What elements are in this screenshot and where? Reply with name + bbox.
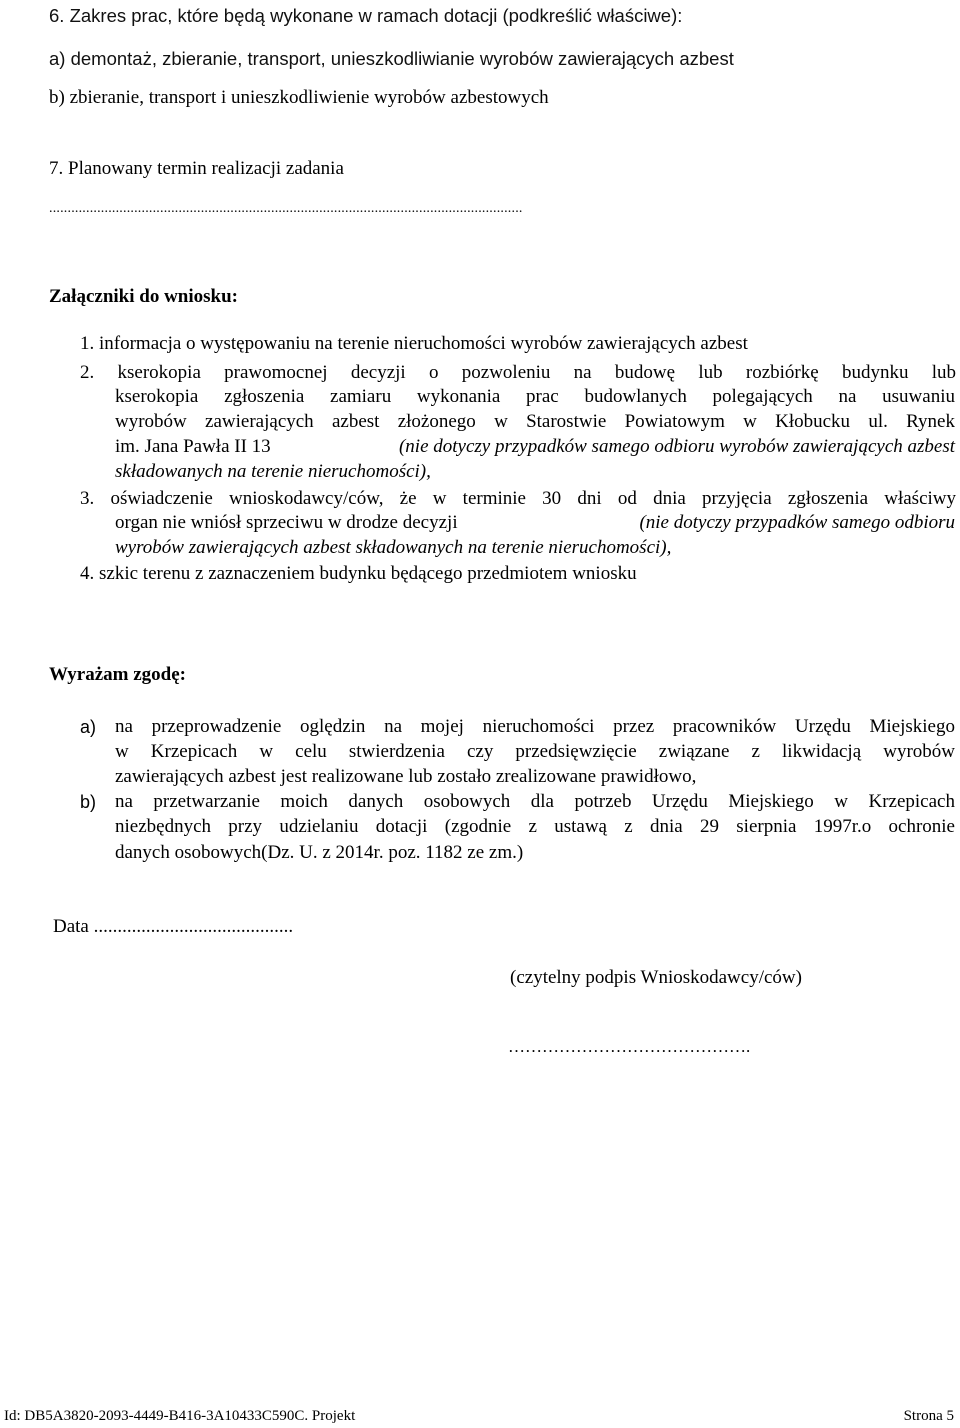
consent-a-line-1-wrap xyxy=(115,715,955,739)
section7-heading: 7. Planowany termin realizacji zadania xyxy=(49,158,344,179)
footer-document-id: Id: DB5A3820-2093-4449-B416-3A10433C590C. Projekt xyxy=(4,1408,356,1424)
signature-line: ……………………………………. xyxy=(508,1037,751,1056)
consent-b-line-2: niezbędnych przy udzielaniu dotacji (zgodnie z ustawą z dnia 29 sierpnia 1997r.o ochronie xyxy=(115,816,955,837)
section7-dots: ................................................................................................................................ xyxy=(49,201,523,216)
attachment-item-2-note-cont: składowanych na terenie nieruchomości), xyxy=(115,461,431,482)
attachment-item-2-note: (nie dotyczy przypadków samego odbioru wyrobów zawierających azbest xyxy=(398,436,955,457)
attachment-item-3-line-1: 3. oświadczenie wnioskodawcy/ców, że w terminie 30 dni od dnia przyjęcia zgłoszenia właściwy xyxy=(80,488,956,509)
attachment-item-3-text: organ nie wniósł sprzeciwu w drodze decyzji xyxy=(115,512,458,533)
attachment-item-2-line-3: wyrobów zawierających azbest złożonego w Starostwie Powiatowym w Kłobucku ul. Rynek xyxy=(115,411,955,432)
section6-option-a: a) demontaż, zbieranie, transport, unieszkodliwianie wyrobów zawierających azbest xyxy=(49,48,734,69)
attachment-item-3 xyxy=(80,486,956,511)
consent-b-line-3: danych osobowych(Dz. U. z 2014r. poz. 1182 ze zm.) xyxy=(115,842,524,863)
consent-b-marker: b) xyxy=(80,792,97,812)
attachment-item-2-line-4 xyxy=(115,435,955,459)
consent-heading: Wyrażam zgodę: xyxy=(49,664,186,685)
attachment-item-2-line-1: 2. kserokopia prawomocnej decyzji o pozwoleniu na budowę lub rozbiórkę budynku lub xyxy=(80,362,956,383)
consent-a-line-3: zawierających azbest jest realizowane lub zostało zrealizowane prawidłowo, xyxy=(115,766,697,787)
signature-label: (czytelny podpis Wnioskodawcy/ców) xyxy=(510,967,802,988)
attachment-item-2-line-3-wrap xyxy=(115,410,955,434)
consent-a-line-2: w Krzepicach w celu stwierdzenia czy przedsięwzięcie związane z likwidacją wyrobów xyxy=(115,741,955,762)
attachment-item-4: 4. szkic terenu z zaznaczeniem budynku będącego przedmiotem wniosku xyxy=(80,563,637,584)
attachment-item-2-line-2: kserokopia zgłoszenia zamiaru wykonania prac budowlanych polegających na usuwaniu xyxy=(115,386,955,407)
consent-b-line-1: na przetwarzanie moich danych osobowych dla potrzeb Urzędu Miejskiego w Krzepicach xyxy=(115,791,955,812)
attachment-item-3-line-2 xyxy=(115,511,955,535)
attachment-item-3-note: (nie dotyczy przypadków samego odbioru xyxy=(639,512,955,533)
attachment-item-2-address: im. Jana Pawła II 13 xyxy=(115,436,271,457)
attachment-item-1: 1. informacja o występowaniu na terenie nieruchomości wyrobów zawierających azbest xyxy=(80,333,748,354)
date-field: Data .......................................... xyxy=(53,916,294,937)
attachment-item-3-note-cont: wyrobów zawierających azbest składowanych na terenie nieruchomości), xyxy=(115,537,672,558)
footer-page-number: Strona 5 xyxy=(903,1408,954,1424)
attachment-item-2 xyxy=(80,360,956,385)
consent-b-line-1-wrap xyxy=(115,790,955,814)
consent-a-marker: a) xyxy=(80,717,97,737)
section6-option-b: b) zbieranie, transport i unieszkodliwienie wyrobów azbestowych xyxy=(49,87,549,108)
attachments-heading: Załączniki do wniosku: xyxy=(49,286,238,307)
consent-b-line-2-wrap xyxy=(115,815,955,839)
section6-heading: 6. Zakres prac, które będą wykonane w ramach dotacji (podkreślić właściwe): xyxy=(49,5,683,26)
consent-a-line-1: na przeprowadzenie oględzin na mojej nieruchomości przez pracowników Urzędu Miejskiego xyxy=(115,716,955,737)
attachment-item-2-line-2-wrap xyxy=(115,385,955,409)
consent-a-line-2-wrap xyxy=(115,740,955,764)
